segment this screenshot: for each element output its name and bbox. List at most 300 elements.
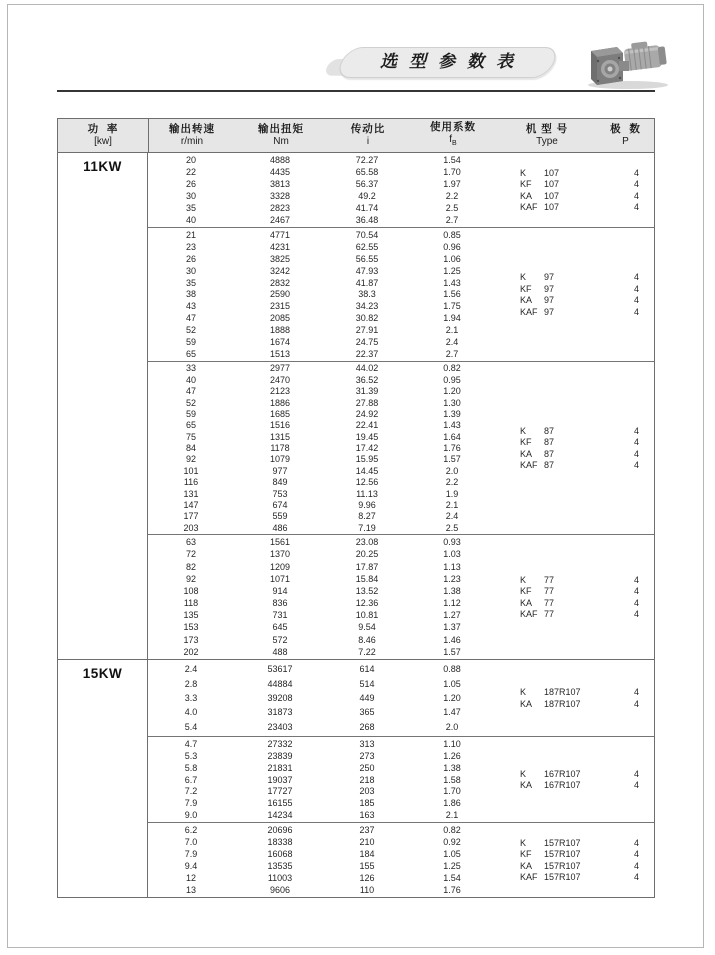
cell-torque: 39208 [267, 692, 293, 703]
cell-service-factor: 1.06 [443, 253, 461, 264]
cell-speed: 92 [185, 454, 196, 465]
cell-speed: 33 [185, 363, 196, 374]
power-section [58, 660, 654, 897]
cell-speed: 9.0 [184, 810, 198, 821]
data-block [148, 362, 654, 535]
pole-count: 4 [633, 698, 639, 709]
cell-ratio: 7.19 [358, 522, 376, 533]
cell-service-factor: 1.10 [443, 738, 461, 749]
pole-count: 4 [633, 448, 639, 459]
cell-speed: 59 [185, 408, 196, 419]
cell-service-factor: 2.2 [445, 191, 459, 201]
cell-torque: 2085 [269, 313, 291, 324]
cell-service-factor: 1.27 [443, 610, 461, 621]
cell-speed: 116 [183, 477, 199, 488]
cell-torque: 4888 [269, 155, 291, 165]
cell-service-factor: 1.58 [443, 774, 461, 785]
cell-ratio: 250 [359, 762, 375, 773]
cell-speed: 118 [183, 598, 199, 609]
cell-ratio: 20.25 [355, 549, 379, 560]
cell-service-factor: 1.30 [443, 397, 461, 408]
cell-torque: 486 [272, 522, 288, 533]
cell-torque: 2590 [269, 289, 291, 300]
ratio-blocks [148, 153, 654, 659]
cell-ratio: 62.55 [355, 241, 379, 252]
cell-service-factor: 1.43 [443, 420, 461, 431]
type-row [496, 295, 653, 307]
type-number: 187R107 [544, 698, 581, 709]
header-output-speed: 输出转速 r/min [169, 123, 215, 147]
cell-speed: 202 [183, 646, 199, 657]
pole-count: 4 [633, 609, 639, 620]
cell-ratio: 9.54 [358, 622, 376, 633]
table-header [58, 119, 654, 153]
cell-speed: 13 [185, 885, 196, 895]
header-power: 功 率 [kw] [58, 119, 149, 152]
cell-ratio: 365 [359, 707, 375, 718]
pole-count: 4 [633, 768, 639, 779]
cell-speed: 47 [185, 313, 196, 324]
cell-torque: 1513 [269, 348, 291, 359]
cell-speed: 7.2 [184, 786, 198, 797]
cell-speed: 101 [183, 465, 199, 476]
cell-ratio: 65.58 [355, 167, 379, 177]
type-list [496, 660, 653, 736]
type-number: 87 [544, 460, 555, 471]
cell-torque: 2467 [269, 215, 291, 225]
cell-service-factor: 1.25 [443, 265, 461, 276]
cell-speed: 147 [183, 499, 199, 510]
type-model [496, 609, 620, 619]
type-model [496, 849, 620, 859]
type-row [496, 460, 653, 472]
type-prefix: KA [520, 190, 533, 201]
cell-torque: 1561 [269, 537, 291, 548]
cell-torque: 4435 [269, 167, 291, 177]
cell-torque: 836 [272, 598, 288, 609]
type-number: 97 [544, 272, 555, 283]
cell-ratio: 44.02 [355, 363, 379, 374]
cell-ratio: 12.56 [355, 477, 379, 488]
cell-ratio: 15.95 [355, 454, 379, 465]
cell-speed: 43 [185, 301, 196, 312]
cell-torque: 31873 [267, 707, 293, 718]
type-prefix: KF [520, 437, 532, 448]
data-block [148, 535, 654, 659]
cell-torque: 572 [272, 634, 288, 645]
cell-speed: 82 [185, 561, 196, 572]
type-prefix: KA [520, 448, 533, 459]
cell-ratio: 24.75 [355, 337, 379, 348]
type-model [496, 295, 620, 305]
cell-service-factor: 0.82 [443, 363, 461, 374]
type-number: 157R107 [544, 849, 581, 860]
cell-torque: 1209 [269, 561, 291, 572]
cell-torque: 18338 [267, 837, 293, 847]
type-row [496, 190, 653, 202]
power-label: 15KW [82, 666, 123, 681]
cell-ratio: 14.45 [355, 465, 379, 476]
cell-service-factor: 1.23 [443, 573, 461, 584]
pole-count: 4 [633, 202, 639, 213]
type-prefix: KAF [520, 609, 538, 620]
cell-torque: 17727 [267, 786, 293, 797]
cell-speed: 12 [185, 873, 196, 883]
cell-torque: 1685 [269, 408, 291, 419]
type-prefix: K [520, 167, 527, 178]
pole-count: 4 [633, 167, 639, 178]
cell-speed: 47 [185, 386, 196, 397]
type-prefix: KA [520, 295, 533, 306]
cell-speed: 2.8 [184, 678, 198, 689]
cell-speed: 7.0 [184, 837, 198, 847]
pole-count: 4 [633, 687, 639, 698]
cell-ratio: 203 [359, 786, 375, 797]
cell-ratio: 218 [359, 774, 375, 785]
type-row [496, 425, 653, 437]
cell-ratio: 47.93 [355, 265, 379, 276]
cell-service-factor: 2.0 [445, 721, 459, 732]
type-prefix: KAF [520, 872, 538, 883]
pole-count: 4 [633, 849, 639, 860]
pole-count: 4 [633, 460, 639, 471]
cell-ratio: 237 [359, 825, 375, 835]
type-prefix: KF [520, 586, 532, 597]
data-block [148, 737, 654, 823]
cell-torque: 23403 [267, 721, 293, 732]
cell-speed: 6.7 [184, 774, 198, 785]
type-prefix: K [520, 574, 527, 585]
pole-count: 4 [633, 437, 639, 448]
cell-service-factor: 1.57 [443, 646, 461, 657]
cell-speed: 177 [183, 511, 199, 522]
type-row [496, 585, 653, 597]
type-prefix: K [520, 768, 527, 779]
cell-torque: 1674 [269, 337, 291, 348]
type-row [496, 283, 653, 295]
pole-count: 4 [633, 780, 639, 791]
cell-service-factor: 1.13 [443, 561, 461, 572]
type-number: 87 [544, 437, 555, 448]
header-divider-rule [57, 90, 655, 92]
cell-service-factor: 1.54 [443, 155, 461, 165]
type-prefix: KAF [520, 460, 538, 471]
type-model [496, 838, 620, 848]
cell-service-factor: 1.97 [443, 179, 461, 189]
type-row [496, 202, 653, 214]
cell-speed: 5.4 [184, 721, 198, 732]
cell-speed: 4.0 [184, 707, 198, 718]
cell-torque: 3242 [269, 265, 291, 276]
cell-service-factor: 1.47 [443, 707, 461, 718]
cell-speed: 75 [185, 431, 196, 442]
type-prefix: KAF [520, 202, 538, 213]
type-row [496, 837, 653, 849]
cell-torque: 914 [272, 585, 288, 596]
cell-service-factor: 0.82 [443, 825, 461, 835]
type-prefix: K [520, 837, 527, 848]
type-number: 157R107 [544, 860, 581, 871]
cell-speed: 7.9 [184, 798, 198, 809]
type-row [496, 574, 653, 586]
cell-torque: 849 [272, 477, 288, 488]
type-model [496, 861, 620, 871]
cell-speed: 23 [185, 241, 196, 252]
cell-torque: 19037 [267, 774, 293, 785]
type-model [496, 598, 620, 608]
pole-count: 4 [633, 190, 639, 201]
pole-count: 4 [633, 283, 639, 294]
power-label: 11KW [83, 159, 122, 174]
type-model [496, 307, 620, 317]
cell-ratio: 34.23 [355, 301, 379, 312]
cell-speed: 131 [183, 488, 199, 499]
cell-service-factor: 0.92 [443, 837, 461, 847]
pole-count: 4 [633, 574, 639, 585]
cell-service-factor: 0.95 [443, 374, 461, 385]
cell-service-factor: 2.1 [445, 325, 459, 336]
cell-speed: 30 [185, 191, 196, 201]
cell-torque: 4231 [269, 241, 291, 252]
cell-speed: 52 [185, 325, 196, 336]
cell-ratio: 17.87 [355, 561, 379, 572]
type-row [496, 860, 653, 872]
cell-torque: 3825 [269, 253, 291, 264]
cell-speed: 84 [185, 443, 196, 453]
type-number: 157R107 [544, 872, 581, 883]
power-section [58, 153, 654, 660]
type-model [496, 872, 620, 882]
cell-speed: 26 [185, 179, 196, 189]
cell-torque: 977 [272, 465, 288, 476]
cell-torque: 1071 [269, 573, 291, 584]
cell-service-factor: 1.75 [443, 301, 461, 312]
cell-ratio: 22.37 [355, 348, 379, 359]
cell-service-factor: 2.7 [445, 348, 459, 359]
type-row [496, 271, 653, 283]
type-model [496, 179, 620, 189]
cell-ratio: 17.42 [355, 443, 379, 453]
cell-ratio: 210 [359, 837, 375, 847]
type-model [496, 575, 620, 585]
cell-service-factor: 1.70 [443, 167, 461, 177]
data-block [148, 228, 654, 362]
data-block [148, 660, 654, 737]
cell-service-factor: 1.9 [445, 488, 459, 499]
cell-ratio: 19.45 [355, 431, 379, 442]
cell-ratio: 27.88 [355, 397, 379, 408]
cell-service-factor: 1.76 [443, 443, 461, 453]
type-number: 187R107 [544, 687, 581, 698]
cell-service-factor: 2.5 [445, 522, 459, 533]
cell-torque: 13535 [267, 861, 293, 871]
cell-speed: 153 [183, 622, 199, 633]
cell-ratio: 56.37 [355, 179, 379, 189]
type-row [496, 597, 653, 609]
type-prefix: KF [520, 849, 532, 860]
type-row [496, 686, 653, 698]
type-model [496, 449, 620, 459]
type-number: 107 [544, 167, 560, 178]
type-model [496, 202, 620, 212]
type-model [496, 272, 620, 282]
cell-torque: 23839 [267, 750, 293, 761]
cell-ratio: 126 [359, 873, 375, 883]
cell-speed: 40 [185, 215, 196, 225]
cell-ratio: 49.2 [358, 191, 376, 201]
type-list [496, 153, 653, 227]
header-ratio: 传动比 i [350, 123, 386, 147]
cell-ratio: 449 [359, 692, 375, 703]
cell-ratio: 31.39 [355, 386, 379, 397]
cell-torque: 2977 [269, 363, 291, 374]
cell-service-factor: 1.39 [443, 408, 461, 419]
cell-speed: 72 [185, 549, 196, 560]
cell-torque: 2470 [269, 374, 291, 385]
cell-speed: 108 [183, 585, 199, 596]
cell-service-factor: 2.1 [445, 810, 459, 821]
cell-ratio: 9.96 [358, 499, 376, 510]
cell-service-factor: 1.76 [443, 885, 461, 895]
cell-speed: 5.8 [184, 762, 198, 773]
cell-speed: 5.3 [184, 750, 198, 761]
cell-torque: 11003 [267, 873, 293, 883]
type-model [496, 687, 620, 697]
ratio-blocks [148, 660, 654, 897]
cell-torque: 16155 [267, 798, 293, 809]
type-model [496, 460, 620, 470]
type-number: 107 [544, 179, 560, 190]
pole-count: 4 [633, 425, 639, 436]
cell-service-factor: 1.37 [443, 622, 461, 633]
type-prefix: KA [520, 698, 533, 709]
type-number: 77 [544, 609, 555, 620]
cell-service-factor: 2.2 [445, 477, 459, 488]
type-row [496, 780, 653, 792]
cell-torque: 1178 [270, 443, 290, 453]
type-prefix: K [520, 687, 527, 698]
type-row [496, 436, 653, 448]
data-block [148, 823, 654, 897]
cell-service-factor: 0.85 [443, 229, 461, 240]
power-column [58, 660, 148, 897]
cell-ratio: 184 [359, 849, 375, 859]
cell-speed: 21 [185, 229, 196, 240]
cell-service-factor: 1.25 [443, 861, 461, 871]
type-number: 107 [544, 190, 560, 201]
type-number: 107 [544, 202, 560, 213]
cell-service-factor: 1.38 [443, 762, 461, 773]
cell-service-factor: 1.54 [443, 873, 461, 883]
cell-torque: 2315 [269, 301, 291, 312]
header-model-type: 机 型 号 Type [525, 123, 569, 147]
pole-count: 4 [633, 860, 639, 871]
cell-service-factor: 1.05 [443, 678, 461, 689]
cell-ratio: 36.52 [355, 374, 379, 385]
cell-torque: 3813 [269, 179, 291, 189]
type-row [496, 698, 653, 710]
cell-speed: 22 [185, 167, 196, 177]
cell-service-factor: 1.56 [443, 289, 461, 300]
cell-speed: 59 [185, 337, 196, 348]
cell-service-factor: 1.43 [443, 277, 461, 288]
cell-torque: 20696 [267, 825, 293, 835]
pole-count: 4 [633, 272, 639, 283]
cell-speed: 92 [185, 573, 196, 584]
type-number: 77 [544, 597, 555, 608]
cell-torque: 731 [272, 610, 288, 621]
cell-ratio: 24.92 [355, 408, 379, 419]
cell-service-factor: 1.46 [443, 634, 461, 645]
cell-speed: 35 [185, 203, 196, 213]
pole-count: 4 [633, 837, 639, 848]
type-prefix: K [520, 272, 527, 283]
page-title: 选型参数表 [380, 52, 525, 71]
cell-ratio: 163 [359, 810, 375, 821]
cell-ratio: 22.41 [355, 420, 379, 431]
cell-speed: 7.9 [184, 849, 198, 859]
table-body [58, 153, 654, 897]
cell-torque: 2832 [269, 277, 291, 288]
type-model [496, 699, 620, 709]
type-list [496, 535, 653, 659]
cell-torque: 14234 [267, 810, 293, 821]
cell-torque: 559 [272, 511, 288, 522]
type-row [496, 609, 653, 621]
type-number: 77 [544, 574, 555, 585]
cell-ratio: 110 [359, 885, 375, 895]
cell-service-factor: 0.88 [443, 664, 461, 675]
cell-speed: 135 [183, 610, 199, 621]
cell-speed: 2.4 [184, 664, 198, 675]
cell-ratio: 70.54 [355, 229, 379, 240]
cell-ratio: 8.46 [358, 634, 376, 645]
cell-torque: 16068 [267, 849, 293, 859]
cell-torque: 645 [272, 622, 288, 633]
cell-service-factor: 0.93 [443, 537, 461, 548]
cell-ratio: 155 [359, 861, 375, 871]
cell-ratio: 56.55 [355, 253, 379, 264]
type-prefix: KAF [520, 306, 538, 317]
cell-speed: 20 [185, 155, 196, 165]
type-number: 97 [544, 306, 555, 317]
cell-ratio: 12.36 [355, 598, 379, 609]
cell-service-factor: 1.20 [443, 692, 461, 703]
cell-ratio: 7.22 [358, 646, 376, 657]
cell-speed: 203 [183, 522, 199, 533]
cell-ratio: 10.81 [355, 610, 379, 621]
cell-torque: 488 [272, 646, 288, 657]
cell-speed: 65 [185, 420, 196, 431]
type-model [496, 586, 620, 596]
cell-ratio: 614 [359, 664, 375, 675]
cell-service-factor: 1.05 [443, 849, 461, 859]
cell-torque: 53617 [267, 664, 293, 675]
type-model [496, 284, 620, 294]
cell-ratio: 23.08 [355, 537, 379, 548]
header-poles: 极 数 P [610, 123, 641, 147]
cell-speed: 26 [185, 253, 196, 264]
type-row [496, 167, 653, 179]
cell-torque: 1886 [269, 397, 291, 408]
cell-service-factor: 1.70 [443, 786, 461, 797]
cell-ratio: 27.91 [355, 325, 379, 336]
type-number: 97 [544, 295, 555, 306]
type-row [496, 306, 653, 318]
type-list [496, 823, 653, 897]
cell-ratio: 41.74 [355, 203, 379, 213]
type-prefix: KF [520, 179, 532, 190]
